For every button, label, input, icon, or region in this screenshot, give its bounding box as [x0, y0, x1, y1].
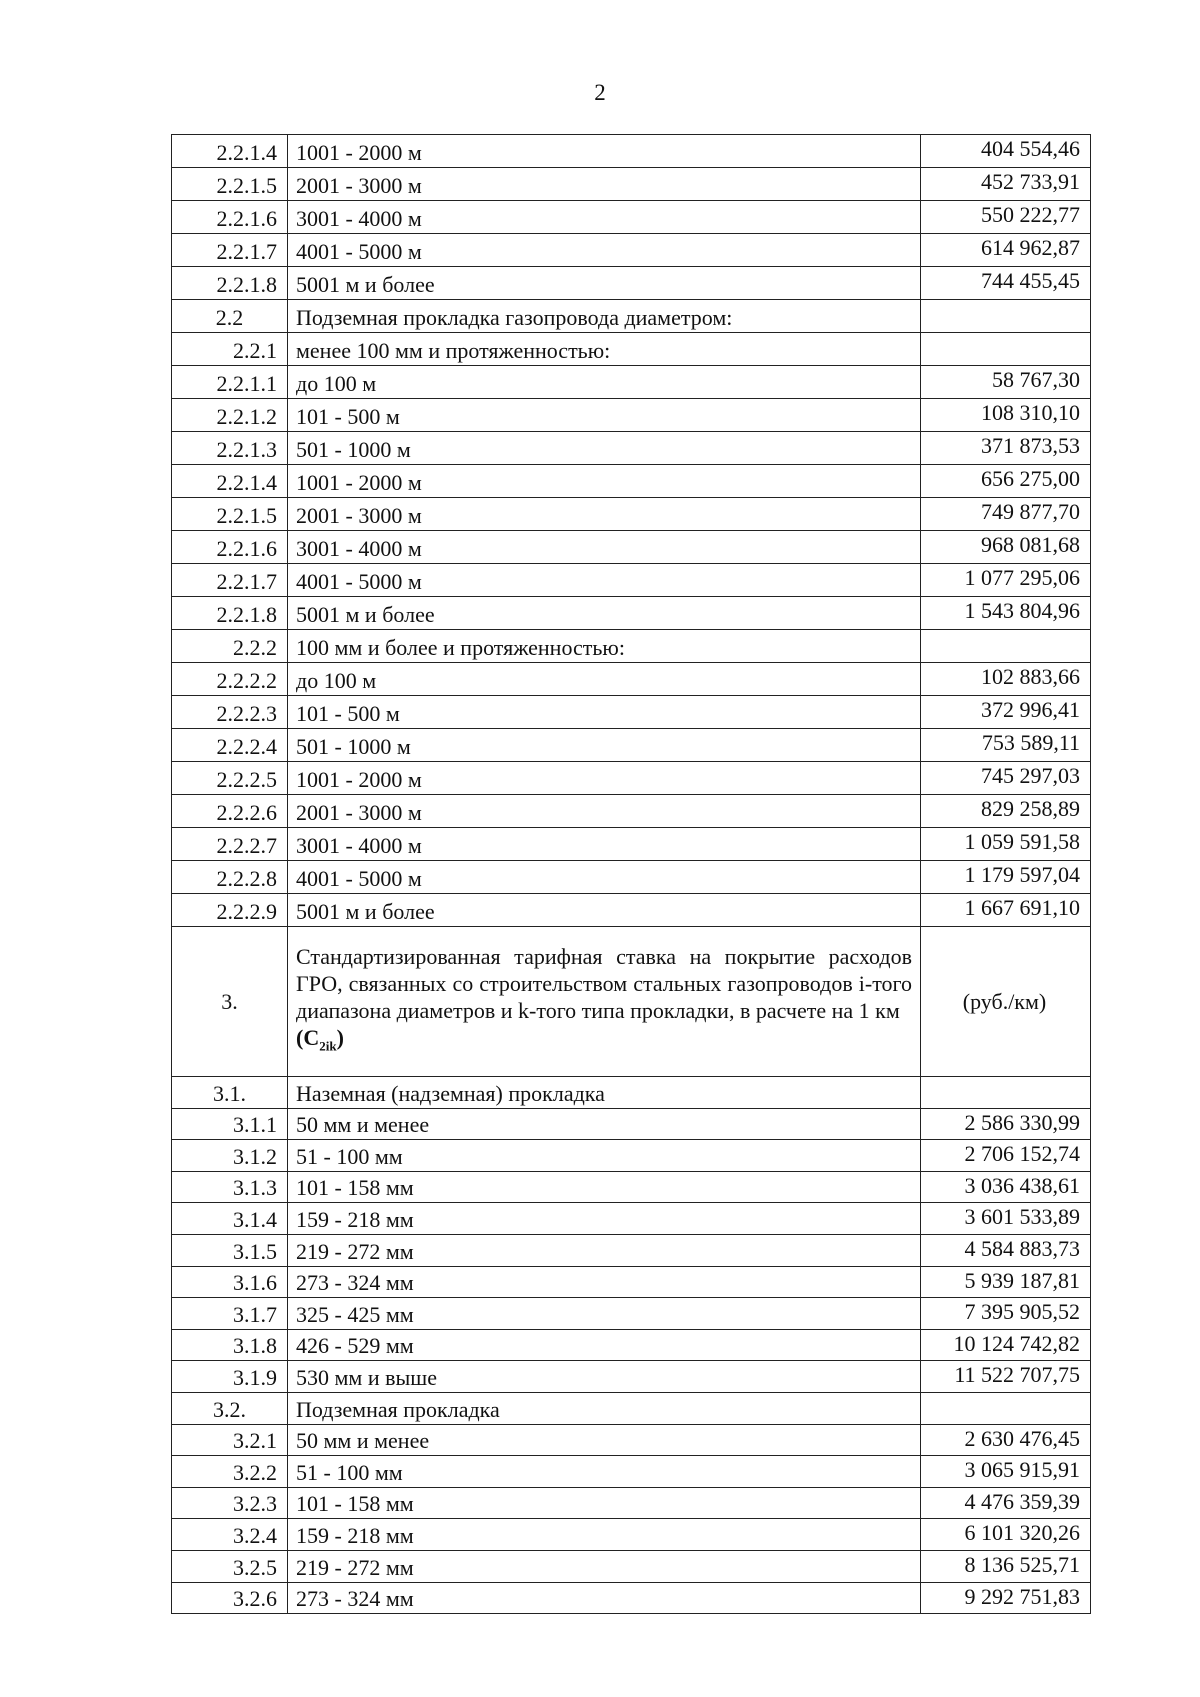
unit-label: (руб./км)	[921, 927, 1091, 1077]
table-row	[172, 234, 1091, 267]
row-code: 3.1.	[172, 1077, 288, 1109]
table-row	[172, 201, 1091, 234]
row-code: 2.2.1.4	[172, 465, 288, 498]
row-value	[921, 630, 1091, 663]
row-code: 3.1.7	[172, 1298, 288, 1330]
row-value: 968 081,68	[921, 531, 1091, 564]
cost-symbol-subscript: 2ik	[319, 1038, 337, 1054]
row-description: 273 - 324 мм	[288, 1582, 921, 1614]
row-code: 2.2.1.8	[172, 267, 288, 300]
row-code: 2.2.1	[172, 333, 288, 366]
table-row	[172, 1519, 1091, 1551]
table-row	[172, 1550, 1091, 1582]
table-row	[172, 1298, 1091, 1330]
row-description: 325 - 425 мм	[288, 1298, 921, 1330]
table-row	[172, 333, 1091, 366]
row-code: 2.2.1.4	[172, 135, 288, 168]
row-code: 3.1.1	[172, 1108, 288, 1140]
row-description: 3001 - 4000 м	[288, 828, 921, 861]
row-description: 1001 - 2000 м	[288, 135, 921, 168]
row-code: 2.2.1.7	[172, 234, 288, 267]
row-description: до 100 м	[288, 663, 921, 696]
row-code: 3.1.2	[172, 1140, 288, 1172]
row-description: 101 - 158 мм	[288, 1487, 921, 1519]
row-value: 108 310,10	[921, 399, 1091, 432]
row-description: 2001 - 3000 м	[288, 168, 921, 201]
section-3-header-row	[172, 927, 1091, 1077]
row-code: 2.2.1.6	[172, 201, 288, 234]
row-description: 5001 м и более	[288, 267, 921, 300]
row-value	[921, 333, 1091, 366]
row-value: 656 275,00	[921, 465, 1091, 498]
row-code: 2.2.1.5	[172, 168, 288, 201]
table-row	[172, 1424, 1091, 1456]
table-row	[172, 1487, 1091, 1519]
cost-symbol: $(C_{2ik})$	[296, 1025, 344, 1054]
row-value: 745 297,03	[921, 762, 1091, 795]
table-row	[172, 729, 1091, 762]
row-code: 2.2.1.6	[172, 531, 288, 564]
table-row	[172, 828, 1091, 861]
row-code: 2.2.2.9	[172, 894, 288, 927]
table-row	[172, 399, 1091, 432]
row-value: 452 733,91	[921, 168, 1091, 201]
row-description: 4001 - 5000 м	[288, 234, 921, 267]
row-value: 1 077 295,06	[921, 564, 1091, 597]
row-value: 1 179 597,04	[921, 861, 1091, 894]
row-code: 3.1.6	[172, 1266, 288, 1298]
row-code: 3.1.4	[172, 1203, 288, 1235]
row-value: 6 101 320,26	[921, 1519, 1091, 1551]
table-row	[172, 1456, 1091, 1488]
row-description: 51 - 100 мм	[288, 1456, 921, 1488]
row-value: 58 767,30	[921, 366, 1091, 399]
table-row	[172, 267, 1091, 300]
table-row	[172, 597, 1091, 630]
row-description: 51 - 100 мм	[288, 1140, 921, 1172]
row-description: 101 - 158 мм	[288, 1171, 921, 1203]
row-value: 7 395 905,52	[921, 1298, 1091, 1330]
row-value	[921, 1077, 1091, 1109]
table-row	[172, 300, 1091, 333]
row-value: 3 601 533,89	[921, 1203, 1091, 1235]
row-description: 2001 - 3000 м	[288, 795, 921, 828]
row-description: 219 - 272 мм	[288, 1234, 921, 1266]
table-row	[172, 861, 1091, 894]
table-row	[172, 1203, 1091, 1235]
row-description: 273 - 324 мм	[288, 1266, 921, 1298]
table-row	[172, 1171, 1091, 1203]
row-code: 3.2.	[172, 1392, 288, 1424]
row-code: 2.2	[172, 300, 288, 333]
row-description: 501 - 1000 м	[288, 432, 921, 465]
row-value: 372 996,41	[921, 696, 1091, 729]
row-code: 2.2.2.6	[172, 795, 288, 828]
table-row	[172, 498, 1091, 531]
row-description: 159 - 218 мм	[288, 1203, 921, 1235]
row-description: 50 мм и менее	[288, 1424, 921, 1456]
table-section-3	[172, 1077, 1091, 1614]
row-value: 1 667 691,10	[921, 894, 1091, 927]
row-value: 404 554,46	[921, 135, 1091, 168]
table-row	[172, 564, 1091, 597]
row-code: 2.2.1.3	[172, 432, 288, 465]
row-value: 1 059 591,58	[921, 828, 1091, 861]
table-row	[172, 366, 1091, 399]
row-code: 3.1.5	[172, 1234, 288, 1266]
row-code: 2.2.1.2	[172, 399, 288, 432]
row-value: 2 586 330,99	[921, 1108, 1091, 1140]
row-code: 2.2.2.4	[172, 729, 288, 762]
table-row	[172, 630, 1091, 663]
row-value: 749 877,70	[921, 498, 1091, 531]
table-row	[172, 1108, 1091, 1140]
row-value: 829 258,89	[921, 795, 1091, 828]
row-code: 2.2.2.2	[172, 663, 288, 696]
row-code: 3.1.3	[172, 1171, 288, 1203]
table-row	[172, 894, 1091, 927]
row-code: 2.2.2.5	[172, 762, 288, 795]
table-row	[172, 1077, 1091, 1109]
row-description: 4001 - 5000 м	[288, 861, 921, 894]
row-value: 1 543 804,96	[921, 597, 1091, 630]
row-description: 5001 м и более	[288, 894, 921, 927]
table-row	[172, 1361, 1091, 1393]
table-section-2	[172, 135, 1091, 927]
row-code: 3.2.5	[172, 1550, 288, 1582]
row-value: 10 124 742,82	[921, 1329, 1091, 1361]
row-value	[921, 300, 1091, 333]
row-value: 550 222,77	[921, 201, 1091, 234]
row-code: 2.2.2.7	[172, 828, 288, 861]
row-description: 101 - 500 м	[288, 399, 921, 432]
table-row	[172, 795, 1091, 828]
row-description: Подземная прокладка	[288, 1392, 921, 1424]
row-description: 5001 м и более	[288, 597, 921, 630]
row-value: 2 706 152,74	[921, 1140, 1091, 1172]
table-row	[172, 432, 1091, 465]
row-description: 501 - 1000 м	[288, 729, 921, 762]
cost-symbol-letter: C	[303, 1025, 320, 1051]
page-number: 2	[594, 80, 606, 105]
table-section-3-header	[172, 927, 1091, 1077]
row-description: до 100 м	[288, 366, 921, 399]
section-3-description-text: Стандартизированная тарифная ставка на покрытие расходов ГРО, связанных со строительством стальных газопроводов i-того диапазона диаметров и k-того типа прокладки, в расчете на 1 км	[296, 944, 912, 1024]
row-description: 101 - 500 м	[288, 696, 921, 729]
table-row	[172, 1582, 1091, 1614]
row-code: 2.2.1.8	[172, 597, 288, 630]
row-value: 11 522 707,75	[921, 1361, 1091, 1393]
row-value: 2 630 476,45	[921, 1424, 1091, 1456]
row-description: 1001 - 2000 м	[288, 762, 921, 795]
row-description: 4001 - 5000 м	[288, 564, 921, 597]
row-description: Подземная прокладка газопровода диаметром:	[288, 300, 921, 333]
row-description: 1001 - 2000 м	[288, 465, 921, 498]
row-description: 426 - 529 мм	[288, 1329, 921, 1361]
row-description: менее 100 мм и протяженностью:	[288, 333, 921, 366]
row-description: 100 мм и более и протяженностью:	[288, 630, 921, 663]
row-code: 2.2.2.8	[172, 861, 288, 894]
table-row	[172, 531, 1091, 564]
row-code: 3.2.4	[172, 1519, 288, 1551]
row-description: 530 мм и выше	[288, 1361, 921, 1393]
row-value: 744 455,45	[921, 267, 1091, 300]
row-code: 3.2.3	[172, 1487, 288, 1519]
row-code: 3.2.1	[172, 1424, 288, 1456]
row-description: 219 - 272 мм	[288, 1550, 921, 1582]
table-row	[172, 663, 1091, 696]
row-value: 4 476 359,39	[921, 1487, 1091, 1519]
row-value: 102 883,66	[921, 663, 1091, 696]
row-code: 3.2.2	[172, 1456, 288, 1488]
row-description: Наземная (надземная) прокладка	[288, 1077, 921, 1109]
row-value: 4 584 883,73	[921, 1234, 1091, 1266]
table-row	[172, 465, 1091, 498]
table-row	[172, 168, 1091, 201]
section-3-description	[288, 927, 921, 1077]
row-value: 753 589,11	[921, 729, 1091, 762]
row-code: 3.1.9	[172, 1361, 288, 1393]
row-value: 614 962,87	[921, 234, 1091, 267]
row-code: 2.2.1.5	[172, 498, 288, 531]
table-row	[172, 1140, 1091, 1172]
row-value	[921, 1392, 1091, 1424]
row-code: 2.2.2.3	[172, 696, 288, 729]
table-row	[172, 762, 1091, 795]
row-value: 371 873,53	[921, 432, 1091, 465]
tariff-table	[171, 134, 1091, 1614]
row-description: 50 мм и менее	[288, 1108, 921, 1140]
table-row	[172, 1234, 1091, 1266]
table-row	[172, 135, 1091, 168]
row-description: 159 - 218 мм	[288, 1519, 921, 1551]
row-value: 9 292 751,83	[921, 1582, 1091, 1614]
table-row	[172, 696, 1091, 729]
row-description: 2001 - 3000 м	[288, 498, 921, 531]
row-code: 2.2.1.1	[172, 366, 288, 399]
table-row	[172, 1392, 1091, 1424]
row-description: 3001 - 4000 м	[288, 201, 921, 234]
row-code: 2.2.1.7	[172, 564, 288, 597]
row-value: 3 036 438,61	[921, 1171, 1091, 1203]
table-row	[172, 1266, 1091, 1298]
row-description: 3001 - 4000 м	[288, 531, 921, 564]
row-code: 2.2.2	[172, 630, 288, 663]
table-row	[172, 1329, 1091, 1361]
row-value: 3 065 915,91	[921, 1456, 1091, 1488]
row-code: 3.1.8	[172, 1329, 288, 1361]
row-value: 8 136 525,71	[921, 1550, 1091, 1582]
row-code: 3.2.6	[172, 1582, 288, 1614]
row-value: 5 939 187,81	[921, 1266, 1091, 1298]
row-code: 3.	[172, 927, 288, 1077]
